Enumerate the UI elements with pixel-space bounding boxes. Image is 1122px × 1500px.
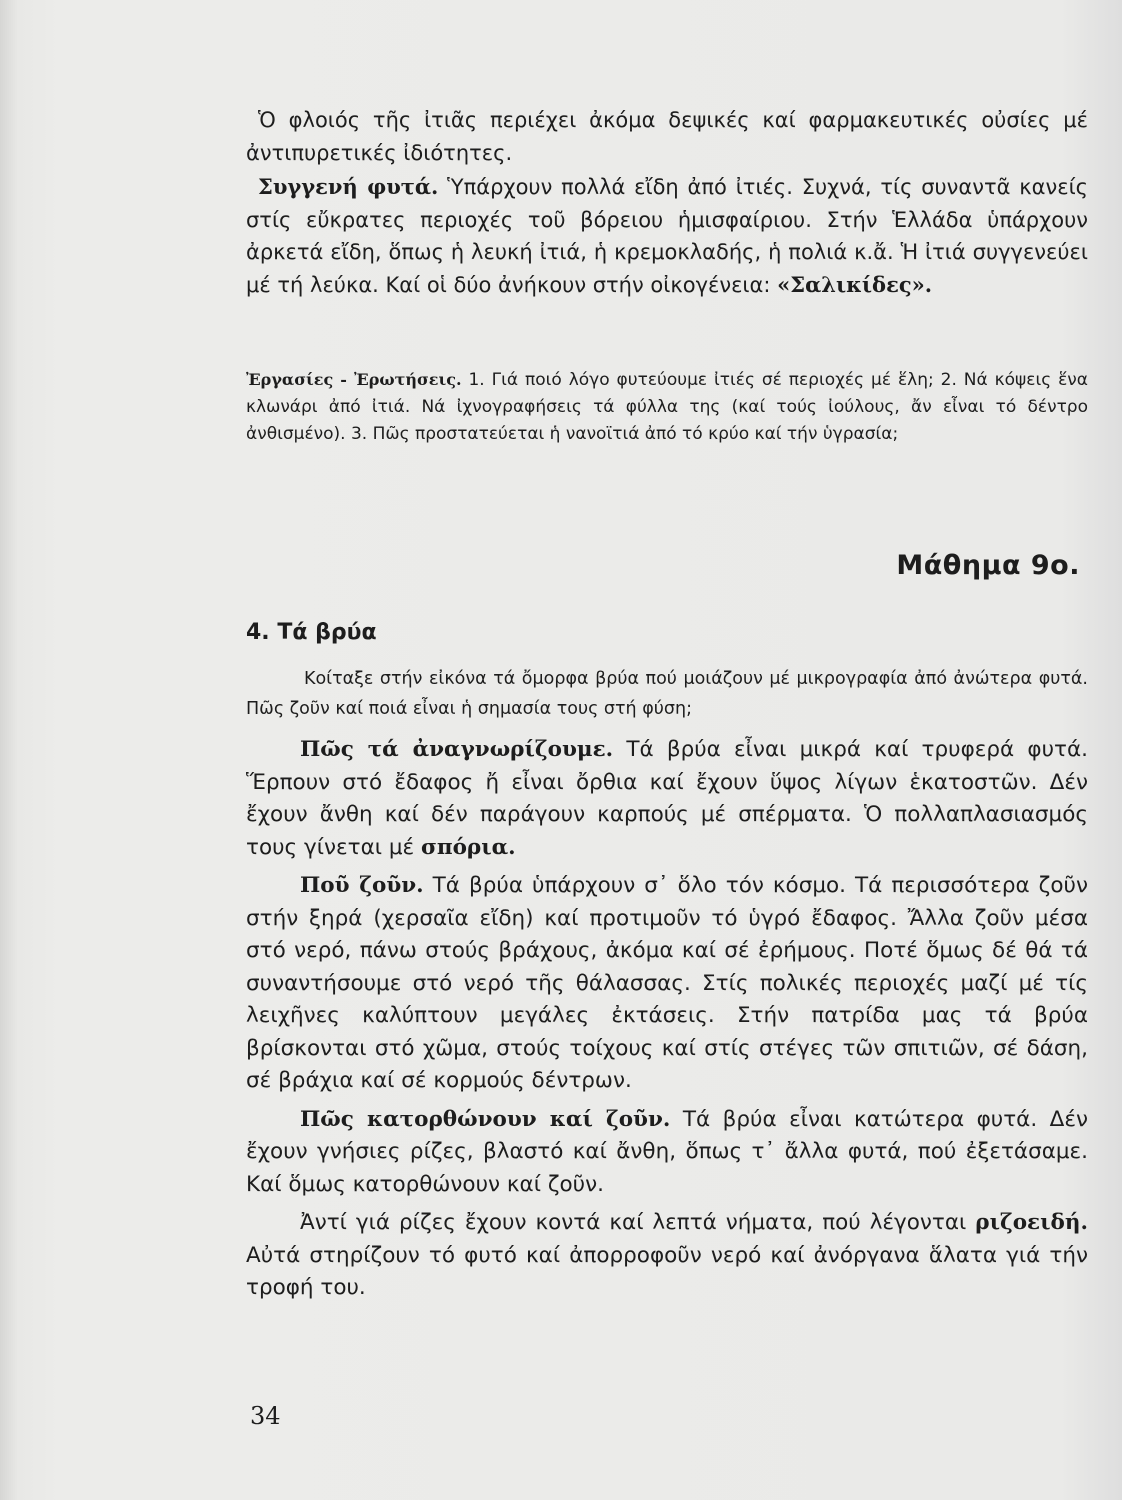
paragraph-text: Ὁ φλοιός τῆς ἰτιᾶς περιέχει ἀκόμα δεψικές καί φαρμακευτικές οὐσίες μέ ἀντιπυρετικές ἰδιότητες.: [246, 108, 1088, 165]
related-plants-paragraph: [246, 171, 1088, 301]
exercises-block: [246, 366, 1088, 448]
survival-paragraph: [246, 1104, 1088, 1202]
bark-paragraph: [246, 104, 1088, 169]
page-number: 34: [250, 1402, 281, 1430]
habitat-paragraph: [246, 870, 1088, 1098]
term-rhizoids: ριζοειδή.: [975, 1210, 1088, 1235]
paragraph-text: Τά βρύα εἶναι μικρά καί τρυφερά φυτά. Ἕρπουν στό ἔδαφος ἤ εἶναι ὄρθια καί ἔχουν ὕψος λίγων ἑκατοστῶν. Δέν ἔχουν ἄνθη καί δέν παράγουν καρπούς μέ σπέρματα. Ὁ πολλαπλασιασμός τους γίνεται μέ: [246, 737, 1088, 860]
lesson-label: Μάθημα 9ο.: [896, 550, 1080, 581]
exercises-text: 1. Γιά ποιό λόγο φυτεύουμε ἰτιές σέ περιοχές μέ ἕλη; 2. Νά κόψεις ἕνα κλωνάρι ἀπό ἰτιά. Νά ἰχνογραφήσεις τά φύλλα της (καί τούς ἰούλους, ἄν εἶναι τό δέντρο ἀνθισμένο). 3. Πῶς προστατεύεται ἡ νανοϊτιά ἀπό τό κρύο καί τήν ὑγρασία;: [246, 370, 1088, 444]
paragraph-text: Τά βρύα ὑπάρχουν σ᾽ ὅλο τόν κόσμο. Τά περισσότερα ζοῦν στήν ξηρά (χερσαῖα εἴδη) καί προτιμοῦν τό ὑγρό ἔδαφος. Ἄλλα ζοῦν μέσα στό νερό, πάνω στούς βράχους, ἀκόμα καί σέ ἐρήμους. Ποτέ ὅμως δέ θά τά συναντήσουμε στό νερό τῆς θάλασσας. Στίς πολικές περιοχές μαζί μέ τίς λειχῆνες καλύπτουν μεγάλες ἐκτάσεις. Στήν πατρίδα μας τά βρύα βρίσκονται στό χῶμα, στούς τοίχους καί στίς στέγες τῶν σπιτιῶν, σέ δάση, σέ βράχια καί σέ κορμούς δέντρων.: [246, 873, 1088, 1093]
paragraph-text: Ἀντί γιά ρίζες ἔχουν κοντά καί λεπτά νήματα, πού λέγονται: [300, 1210, 976, 1235]
section-intro: [246, 664, 1088, 724]
paragraph-text-end: Αὐτά στηρίζουν τό φυτό καί ἀπορροφοῦν νερό καί ἀνόργανα ἅλατα γιά τήν τροφή του.: [246, 1242, 1088, 1300]
paragraph-text: Τά βρύα εἶναι κατώτερα φυτά. Δέν ἔχουν γνήσιες ρίζες, βλαστό καί ἄνθη, ὅπως τ᾽ ἄλλα φυτά, πού ἐξετάσαμε. Καί ὅμως κατορθώνουν καί ζοῦν.: [246, 1106, 1088, 1197]
term-spores: σπόρια.: [420, 834, 516, 860]
paragraph-heading: Συγγενή φυτά.: [258, 174, 439, 199]
exercises-heading: Ἐργασίες - Ἐρωτήσεις.: [246, 370, 462, 389]
section-intro-text: Κοίταξε στήν εἰκόνα τά ὄμορφα βρύα πού μοιάζουν μέ μικρογραφία ἀπό ἀνώτερα φυτά. Πῶς ζοῦν καί ποιά εἶναι ἡ σημασία τους στή φύση;: [246, 669, 1088, 719]
family-name: «Σαλικίδες».: [777, 271, 933, 297]
rhizoids-paragraph: [246, 1207, 1088, 1305]
section-title: 4. Τά βρύα: [246, 620, 377, 645]
mosses-body: [246, 734, 1088, 1305]
paragraph-heading: Ποῦ ζοῦν.: [300, 873, 424, 898]
willow-section: [246, 104, 1088, 301]
paragraph-heading: Πῶς κατορθώνουν καί ζοῦν.: [300, 1106, 671, 1132]
paragraph-text: Ὑπάρχουν πολλά εἴδη ἀπό ἰτιές. Συχνά, τίς συναντᾶ κανείς στίς εὔκρατες περιοχές τοῦ βόρειου ἡμισφαίριου. Στήν Ἑλλάδα ὑπάρχουν ἀρκετά εἴδη, ὅπως ἡ λευκή ἰτιά, ἡ κρεμοκλαδής, ἡ πολιά κ.ἄ. Ἡ ἰτιά συγγενεύει μέ τή λεύκα. Καί οἱ δύο ἀνήκουν στήν οἰκογένεια:: [246, 175, 1088, 297]
paragraph-heading: Πῶς τά ἀναγνωρίζουμε.: [300, 737, 614, 762]
recognition-paragraph: [246, 734, 1088, 864]
